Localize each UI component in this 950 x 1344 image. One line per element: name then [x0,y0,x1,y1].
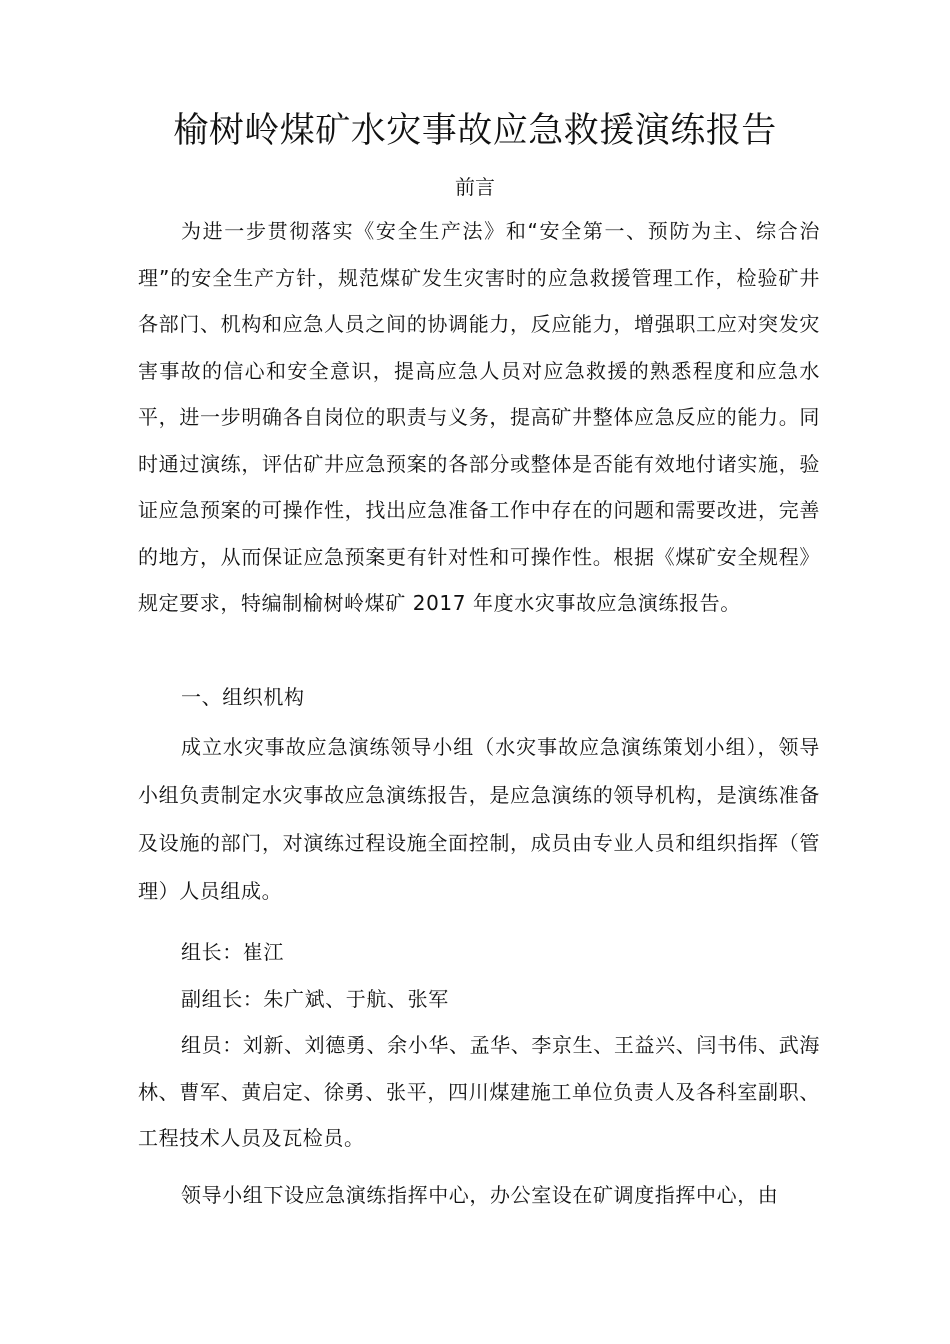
command-center-line: 领导小组下设应急演练指挥中心，办公室设在矿调度指挥中心，由 [181,1183,779,1207]
members-paragraph: 组员：刘新、刘德勇、余小华、孟华、李京生、王益兴、闫书伟、武海林、曹军、黄启定、徐勇、张平，四川煤建施工单位负责人及各科室副职、工程技术人员及瓦检员。 [138,1033,820,1150]
team-leader-line: 组长：崔江 [181,940,284,964]
preface-paragraph: 为进一步贯彻落实《安全生产法》和“安全第一、预防为主、综合治理”的安全生产方针，规范煤矿发生灾害时的应急救援管理工作，检验矿井各部门、机构和应急人员之间的协调能力，反应能力，增强职工应对突发灾害事故的信心和安全意识，提高应急人员对应急救援的熟悉程度和应急水平，进一步明确各自岗位的职责与义务，提高矿井整体应急反应的能力。同时通过演练，评估矿井应急预案的各部分或整体是否能有效地付诸实施，验证应急预案的可操作性，找出应急准备工作中存在的问题和需要改进，完善的地方，从而保证应急预案更有针对性和可操作性。根据《煤矿安全规程》规定要求，特编制榆树岭煤矿 2017 年度水灾事故应急演练报告。 [138,219,820,615]
section-heading-organization: 一、组织机构 [181,685,305,709]
organization-paragraph: 成立水灾事故应急演练领导小组（水灾事故应急演练策划小组），领导小组负责制定水灾事故应急演练报告，是应急演练的领导机构，是演练准备及设施的部门，对演练过程设施全面控制，成员由专业人员和组织指挥（管理）人员组成。 [138,735,820,903]
preface-heading: 前言 [455,175,495,199]
deputy-leaders-line: 副组长：朱广斌、于航、张军 [181,987,449,1011]
document-title: 榆树岭煤矿水灾事故应急救援演练报告 [173,111,777,151]
